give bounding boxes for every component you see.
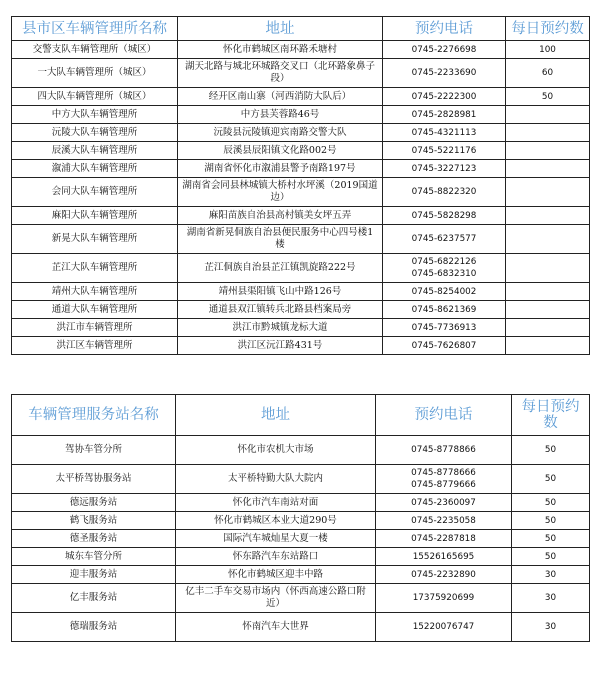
table-row bbox=[12, 566, 590, 584]
vehicle-office-table bbox=[11, 16, 590, 355]
office-address: 通道县双江镇转兵北路县档案局旁 bbox=[178, 301, 383, 319]
office-name: 中方大队车辆管理所 bbox=[12, 106, 178, 124]
daily-capacity bbox=[506, 160, 590, 178]
phone-cell bbox=[383, 254, 506, 283]
office-address: 国际汽车城灿星大夏一楼 bbox=[176, 530, 376, 548]
table-row bbox=[12, 494, 590, 512]
office-name: 沅陵大队车辆管理所 bbox=[12, 124, 178, 142]
phone-number: 0745-2360097 bbox=[411, 497, 476, 508]
office-name: 新晃大队车辆管理所 bbox=[12, 225, 178, 254]
office-name: 迎丰服务站 bbox=[12, 566, 176, 584]
header-row bbox=[12, 395, 590, 436]
office-name: 德瑞服务站 bbox=[12, 613, 176, 642]
phone-cell bbox=[376, 436, 512, 465]
header-name: 车辆管理服务站名称 bbox=[12, 395, 176, 436]
phone-number: 0745-3227123 bbox=[411, 163, 477, 174]
office-name: 麻阳大队车辆管理所 bbox=[12, 207, 178, 225]
office-name: 会同大队车辆管理所 bbox=[12, 178, 178, 207]
office-address: 湖南省怀化市溆浦县警予南路197号 bbox=[178, 160, 383, 178]
office-address: 经开区南山寨（河西消防大队后） bbox=[178, 88, 383, 106]
daily-capacity bbox=[506, 254, 590, 283]
phone-number: 0745-7736913 bbox=[411, 322, 477, 333]
phone-cell bbox=[383, 41, 506, 59]
daily-capacity: 50 bbox=[512, 548, 590, 566]
office-address: 怀东路汽车东站路口 bbox=[176, 548, 376, 566]
daily-capacity: 100 bbox=[506, 41, 590, 59]
office-address: 麻阳苗族自治县高村镇美女坪五弄 bbox=[178, 207, 383, 225]
daily-capacity: 30 bbox=[512, 566, 590, 584]
table-row bbox=[12, 584, 590, 613]
office-address: 芷江侗族自治县芷江镇凯旋路222号 bbox=[178, 254, 383, 283]
phone-cell bbox=[376, 465, 512, 494]
office-address: 怀化市鹤城区本业大道290号 bbox=[176, 512, 376, 530]
phone-number: 0745-2232890 bbox=[411, 569, 476, 580]
phone-number: 0745-8778666 bbox=[411, 468, 476, 478]
table-row bbox=[12, 106, 590, 124]
phone-number: 0745-7626807 bbox=[411, 340, 477, 351]
office-address: 湖南省新晃侗族自治县便民服务中心四号楼1楼 bbox=[178, 225, 383, 254]
phone-number-2: 0745-6832310 bbox=[411, 269, 477, 279]
daily-capacity bbox=[506, 124, 590, 142]
phone-number: 15220076747 bbox=[412, 622, 475, 632]
table-row bbox=[12, 178, 590, 207]
table-row bbox=[12, 337, 590, 355]
office-name: 亿丰服务站 bbox=[12, 584, 176, 613]
office-address: 怀南汽车大世界 bbox=[176, 613, 376, 642]
phone-cell bbox=[383, 301, 506, 319]
table-row bbox=[12, 225, 590, 254]
office-address: 太平桥特勤大队大院内 bbox=[176, 465, 376, 494]
office-name: 交警支队车辆管理所（城区） bbox=[12, 41, 178, 59]
phone-cell bbox=[383, 124, 506, 142]
phone-cell bbox=[383, 106, 506, 124]
office-address: 怀化市鹤城区南环路禾塘村 bbox=[178, 41, 383, 59]
phone-number-2: 0745-8779666 bbox=[411, 480, 476, 490]
daily-capacity: 50 bbox=[512, 436, 590, 465]
office-name: 德远服务站 bbox=[12, 494, 176, 512]
phone-number: 0745-2276698 bbox=[411, 44, 477, 55]
office-address: 怀化市汽车南站对面 bbox=[176, 494, 376, 512]
phone-cell bbox=[383, 319, 506, 337]
office-name: 一大队车辆管理所（城区） bbox=[12, 59, 178, 88]
daily-capacity: 50 bbox=[512, 465, 590, 494]
table-row bbox=[12, 465, 590, 494]
table-row bbox=[12, 530, 590, 548]
table-row bbox=[12, 301, 590, 319]
header-capacity: 每日预约数 bbox=[512, 395, 590, 436]
daily-capacity bbox=[506, 106, 590, 124]
phone-cell bbox=[376, 584, 512, 613]
table-row bbox=[12, 88, 590, 106]
header-capacity: 每日预约数 bbox=[506, 17, 590, 41]
phone-cell bbox=[376, 494, 512, 512]
office-address: 怀化市鹤城区迎丰中路 bbox=[176, 566, 376, 584]
phone-cell bbox=[383, 160, 506, 178]
phone-cell bbox=[383, 142, 506, 160]
office-address: 靖州县渠阳镇飞山中路126号 bbox=[178, 283, 383, 301]
daily-capacity bbox=[506, 301, 590, 319]
office-address: 洪江区沅江路431号 bbox=[178, 337, 383, 355]
table-row bbox=[12, 283, 590, 301]
office-name: 洪江市车辆管理所 bbox=[12, 319, 178, 337]
daily-capacity bbox=[506, 283, 590, 301]
service-station-table bbox=[11, 394, 590, 642]
phone-cell bbox=[376, 530, 512, 548]
daily-capacity bbox=[506, 319, 590, 337]
office-name: 太平桥驾协服务站 bbox=[12, 465, 176, 494]
daily-capacity: 50 bbox=[512, 530, 590, 548]
office-address: 亿丰二手车交易市场内（怀西高速公路口附近） bbox=[176, 584, 376, 613]
office-name: 芷江大队车辆管理所 bbox=[12, 254, 178, 283]
office-name: 靖州大队车辆管理所 bbox=[12, 283, 178, 301]
daily-capacity bbox=[506, 337, 590, 355]
table-row bbox=[12, 319, 590, 337]
phone-number: 0745-2235058 bbox=[411, 515, 476, 526]
table-row bbox=[12, 41, 590, 59]
phone-number: 0745-4321113 bbox=[411, 127, 477, 138]
office-name: 鹤飞服务站 bbox=[12, 512, 176, 530]
office-name: 四大队车辆管理所（城区） bbox=[12, 88, 178, 106]
header-phone: 预约电话 bbox=[376, 395, 512, 436]
phone-cell bbox=[376, 613, 512, 642]
daily-capacity bbox=[506, 142, 590, 160]
daily-capacity: 30 bbox=[512, 584, 590, 613]
phone-number: 0745-5828298 bbox=[411, 210, 477, 221]
daily-capacity: 50 bbox=[506, 88, 590, 106]
table-row bbox=[12, 59, 590, 88]
header-address: 地址 bbox=[176, 395, 376, 436]
phone-cell bbox=[376, 512, 512, 530]
office-address: 怀化市农机大市场 bbox=[176, 436, 376, 465]
office-address: 湖天北路与城北环城路交叉口（北环路象鼻子段） bbox=[178, 59, 383, 88]
phone-number: 0745-2233690 bbox=[411, 68, 477, 78]
daily-capacity: 60 bbox=[506, 59, 590, 88]
phone-number: 15526165695 bbox=[412, 551, 475, 562]
daily-capacity: 50 bbox=[512, 494, 590, 512]
header-row bbox=[12, 17, 590, 41]
table-row bbox=[12, 160, 590, 178]
office-address: 洪江市黔城镇龙标大道 bbox=[178, 319, 383, 337]
office-name: 溆浦大队车辆管理所 bbox=[12, 160, 178, 178]
daily-capacity bbox=[506, 178, 590, 207]
table-row bbox=[12, 613, 590, 642]
office-address: 辰溪县辰阳镇文化路002号 bbox=[178, 142, 383, 160]
phone-number: 0745-8621369 bbox=[411, 304, 477, 315]
table-row bbox=[12, 142, 590, 160]
table-row bbox=[12, 207, 590, 225]
phone-number: 0745-5221176 bbox=[411, 145, 477, 156]
header-address: 地址 bbox=[178, 17, 383, 41]
phone-cell bbox=[383, 178, 506, 207]
phone-number: 0745-2287818 bbox=[411, 533, 476, 544]
daily-capacity: 30 bbox=[512, 613, 590, 642]
daily-capacity: 50 bbox=[512, 512, 590, 530]
office-name: 驾协车管分所 bbox=[12, 436, 176, 465]
table-row bbox=[12, 512, 590, 530]
phone-cell bbox=[383, 225, 506, 254]
phone-cell bbox=[383, 59, 506, 88]
phone-cell bbox=[376, 566, 512, 584]
phone-number: 0745-6822126 bbox=[411, 257, 477, 267]
daily-capacity bbox=[506, 225, 590, 254]
phone-cell bbox=[383, 88, 506, 106]
phone-number: 0745-2828981 bbox=[411, 109, 477, 120]
phone-cell bbox=[376, 548, 512, 566]
table-row bbox=[12, 548, 590, 566]
office-name: 辰溪大队车辆管理所 bbox=[12, 142, 178, 160]
phone-number: 0745-8822320 bbox=[411, 187, 477, 197]
table-row bbox=[12, 124, 590, 142]
phone-number: 17375920699 bbox=[412, 593, 475, 603]
header-name: 县市区车辆管理所名称 bbox=[12, 17, 178, 41]
header-phone: 预约电话 bbox=[383, 17, 506, 41]
phone-number: 0745-6237577 bbox=[411, 234, 477, 244]
office-name: 城东车管分所 bbox=[12, 548, 176, 566]
office-address: 湖南省会同县林城镇大桥村水坪溪（2019国道边） bbox=[178, 178, 383, 207]
phone-cell bbox=[383, 207, 506, 225]
office-address: 中方县芙蓉路46号 bbox=[178, 106, 383, 124]
table-row bbox=[12, 254, 590, 283]
phone-number: 0745-8778866 bbox=[411, 445, 476, 455]
phone-number: 0745-8254002 bbox=[411, 286, 477, 297]
office-name: 洪江区车辆管理所 bbox=[12, 337, 178, 355]
office-name: 通道大队车辆管理所 bbox=[12, 301, 178, 319]
office-address: 沅陵县沅陵镇迎宾南路交警大队 bbox=[178, 124, 383, 142]
phone-cell bbox=[383, 337, 506, 355]
office-name: 德圣服务站 bbox=[12, 530, 176, 548]
daily-capacity bbox=[506, 207, 590, 225]
phone-cell bbox=[383, 283, 506, 301]
table-row bbox=[12, 436, 590, 465]
phone-number: 0745-2222300 bbox=[411, 91, 477, 102]
